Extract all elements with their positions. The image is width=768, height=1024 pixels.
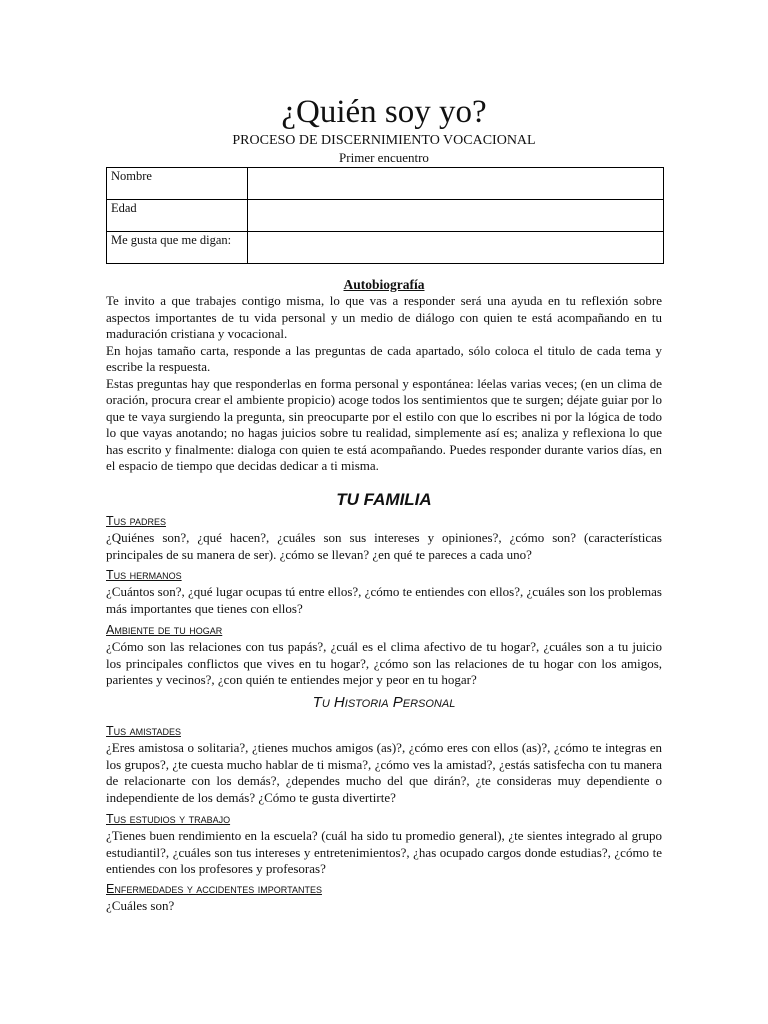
intro-paragraph: Estas preguntas hay que responderlas en forma personal y espontánea: léelas varias veces; (en un clima de oración, procura crear el ambiente propicio) acoge todos los sentimientos que te surgen; déjate guiar por lo que te vaya surgiendo la pregunta, sin preocuparte por el estilo con que lo escribes ni por la lógica de todo lo que vayas anotando; no hagas juicios sobre tu realidad, simplemente así es; analiza y reflexiona lo que has escrito y finalmente: dialoga con quien te está acompañando. Puedes responder durante varios días, en el espacio de tiempo que decidas dedicar a ti misma. xyxy=(106,375,662,473)
age-field[interactable] xyxy=(248,200,664,232)
question-text: ¿Quiénes son?, ¿qué hacen?, ¿cuáles son sus intereses y opiniones?, ¿cómo son? (características principales de su manera de ser). ¿cómo se llevan? ¿en qué te pareces a cada uno? xyxy=(106,530,662,562)
question-block-enfermedades xyxy=(106,882,662,915)
autobiography-intro xyxy=(106,293,662,475)
nickname-label: Me gusta que me digan: xyxy=(107,232,248,264)
section-heading-familia: TU FAMILIA xyxy=(336,490,432,509)
table-row xyxy=(107,168,664,200)
name-label: Nombre xyxy=(107,168,248,200)
question-text: ¿Cuáles son? xyxy=(106,898,175,913)
question-text: ¿Cuántos son?, ¿qué lugar ocupas tú entre ellos?, ¿cómo te entiendes con ellos?, ¿cuáles son los problemas más importantes que tienes con ellos? xyxy=(106,584,662,616)
question-heading: Tus hermanos xyxy=(106,568,182,582)
question-text: ¿Eres amistosa o solitaria?, ¿tienes muchos amigos (as)?, ¿cómo eres con ellos (as)?, ¿cómo te integras en los grupos?, ¿te cuesta mucho hablar de ti misma?, ¿cómo ves la amistad?, ¿estás satisfecha con tu manera de relacionarte con los demás?, ¿dependes mucho del que dirán?, ¿te consideras muy dependiente o independiente de los demás? ¿Cómo te gusta divertirte? xyxy=(106,740,662,805)
age-label: Edad xyxy=(107,200,248,232)
question-block-amistades xyxy=(106,724,662,806)
question-block-padres xyxy=(106,514,662,563)
page-subtitle: PROCESO DE DISCERNIMIENTO VOCACIONAL xyxy=(232,133,536,148)
intro-paragraph: En hojas tamaño carta, responde a las preguntas de cada apartado, sólo coloca el titulo de cada tema y escribe la respuesta. xyxy=(106,342,662,374)
name-field[interactable] xyxy=(248,168,664,200)
table-row xyxy=(107,200,664,232)
question-block-hermanos xyxy=(106,568,662,617)
question-block-estudios xyxy=(106,812,662,878)
question-text: ¿Tienes buen rendimiento en la escuela? (cuál ha sido tu promedio general), ¿te sientes integrado al grupo estudiantil?, ¿cuáles son tus intereses y entretenimientos?, ¿has ocupado cargos donde estudias?, ¿cómo te entiendes con los profesores y profesoras? xyxy=(106,828,662,876)
table-row xyxy=(107,232,664,264)
question-heading: Enfermedades y accidentes importantes xyxy=(106,882,322,896)
question-block-hogar xyxy=(106,623,662,689)
question-heading: Tus amistades xyxy=(106,724,181,738)
question-heading: Ambiente de tu hogar xyxy=(106,623,223,637)
question-heading: Tus padres xyxy=(106,514,166,528)
question-heading: Tus estudios y trabajo xyxy=(106,812,231,826)
meeting-label: Primer encuentro xyxy=(339,150,429,165)
nickname-field[interactable] xyxy=(248,232,664,264)
section-heading-historia: Tu Historia Personal xyxy=(312,694,456,711)
page-title: ¿Quién soy yo? xyxy=(281,94,487,130)
autobiography-heading: Autobiografía xyxy=(343,277,425,292)
personal-info-table xyxy=(106,167,664,264)
question-text: ¿Cómo son las relaciones con tus papás?, ¿cuál es el clima afectivo de tu hogar?, ¿cuáles son a tu juicio los principales conflictos que vives en tu hogar?, ¿cómo son las relaciones de tu hogar con los amigos, parientes y vecinos?, ¿con quién te entiendes mejor y peor en tu hogar? xyxy=(106,639,662,687)
intro-paragraph: Te invito a que trabajes contigo misma, lo que vas a responder será una ayuda en tu reflexión sobre aspectos importantes de tu vida personal y un medio de diálogo con quien te está acompañando en tu maduración cristiana y vocacional. xyxy=(106,293,662,341)
